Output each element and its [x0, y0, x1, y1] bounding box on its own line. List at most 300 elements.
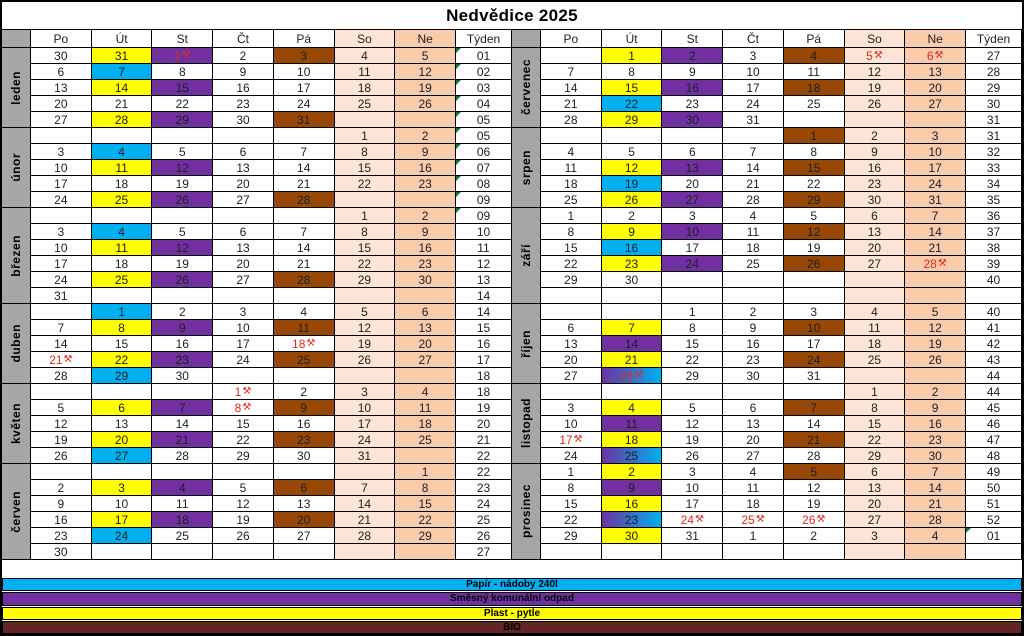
day-cell: 16 — [31, 512, 92, 528]
day-cell: 25 — [602, 448, 663, 464]
page-title: Nedvědice 2025 — [2, 2, 1022, 30]
week-number-cell: 52 — [966, 512, 1022, 528]
day-cell — [602, 304, 663, 320]
day-cell — [152, 384, 213, 400]
day-cell: 10 — [31, 240, 92, 256]
weekday-header: Po — [541, 30, 602, 48]
day-cell — [335, 544, 396, 560]
day-cell: 19 — [845, 80, 906, 96]
week-number-cell: 01 — [966, 528, 1022, 544]
day-cell: 23 — [905, 432, 966, 448]
day-cell: 23 — [602, 512, 663, 528]
week-number-cell: 14 — [456, 304, 512, 320]
week-number-cell: 05 — [456, 112, 512, 128]
day-cell: 12 — [152, 240, 213, 256]
day-cell: 9 — [723, 320, 784, 336]
day-cell: 22 — [395, 512, 456, 528]
day-cell: 22 — [541, 512, 602, 528]
cell-corner-flag-icon — [456, 48, 461, 53]
day-cell — [335, 464, 396, 480]
day-cell: 31 — [274, 112, 335, 128]
public-holiday-icon: ⚒ — [181, 49, 191, 61]
day-cell — [784, 544, 845, 560]
day-cell — [723, 384, 784, 400]
day-cell: 20 — [213, 176, 274, 192]
day-cell: 9 — [31, 496, 92, 512]
week-number-cell: 08 — [456, 176, 512, 192]
day-cell — [335, 112, 396, 128]
week-number-cell: 37 — [966, 224, 1022, 240]
day-cell: 7 — [335, 480, 396, 496]
week-number-cell: 01 — [456, 48, 512, 64]
day-cell: 2 — [602, 208, 663, 224]
day-cell: 2 — [905, 384, 966, 400]
week-number-cell: 23 — [456, 480, 512, 496]
day-cell: 21 — [541, 96, 602, 112]
day-cell: 22 — [92, 352, 153, 368]
day-cell: 18 — [92, 256, 153, 272]
day-cell: 22 — [335, 256, 396, 272]
day-cell: 24 — [662, 256, 723, 272]
week-number-cell: 18 — [456, 368, 512, 384]
day-cell: 5 — [784, 464, 845, 480]
day-cell — [541, 304, 602, 320]
week-number-cell: 29 — [966, 80, 1022, 96]
week-number-cell — [966, 544, 1022, 560]
calendar-body — [2, 30, 1022, 578]
day-cell: 9 — [662, 64, 723, 80]
week-column-header: Týden — [966, 30, 1022, 48]
day-cell: 2 — [152, 304, 213, 320]
day-cell: 31 — [335, 448, 396, 464]
day-cell: 7 — [723, 144, 784, 160]
week-number-cell: 33 — [966, 160, 1022, 176]
public-holiday-icon: ⚒ — [63, 353, 73, 365]
week-number-cell: 35 — [966, 192, 1022, 208]
week-column-header: Týden — [456, 30, 512, 48]
day-cell: 20 — [92, 432, 153, 448]
day-cell: 7 — [541, 64, 602, 80]
day-cell: 19 — [213, 512, 274, 528]
day-cell: 17 — [905, 160, 966, 176]
day-cell: 20 — [845, 240, 906, 256]
day-cell: 14 — [335, 496, 396, 512]
week-number-cell: 06 — [456, 144, 512, 160]
day-cell: 1 — [662, 304, 723, 320]
day-cell: 3 — [213, 304, 274, 320]
legend-paper: Papír - nádoby 240l — [2, 578, 1022, 591]
day-cell — [723, 272, 784, 288]
day-cell: 22 — [541, 256, 602, 272]
day-cell — [92, 288, 153, 304]
day-cell — [905, 272, 966, 288]
day-cell: 30 — [602, 272, 663, 288]
day-cell: 11 — [92, 160, 153, 176]
day-cell: 12 — [31, 416, 92, 432]
day-cell: 25 — [274, 352, 335, 368]
weekday-header: Po — [31, 30, 92, 48]
day-cell: 20 — [845, 496, 906, 512]
day-cell: 2 — [395, 208, 456, 224]
day-cell: 27 — [723, 448, 784, 464]
day-cell: 26 — [784, 256, 845, 272]
day-cell: 2 — [662, 48, 723, 64]
day-cell — [213, 464, 274, 480]
day-cell: 14 — [541, 80, 602, 96]
day-cell — [602, 128, 663, 144]
week-number-cell: 49 — [966, 464, 1022, 480]
day-cell: 18 ⚒ — [274, 336, 335, 352]
day-cell: 24 — [905, 176, 966, 192]
day-cell: 26 — [152, 192, 213, 208]
week-number-cell: 24 — [456, 496, 512, 512]
day-cell: 8 — [335, 224, 396, 240]
day-cell: 8 ⚒ — [213, 400, 274, 416]
week-number-cell: 30 — [966, 96, 1022, 112]
day-cell — [905, 288, 966, 304]
day-cell: 15 — [213, 416, 274, 432]
day-cell: 17 — [335, 416, 396, 432]
weekday-header: Čt — [213, 30, 274, 48]
day-cell: 21 — [274, 176, 335, 192]
week-number-cell: 16 — [456, 336, 512, 352]
day-cell — [905, 544, 966, 560]
day-cell: 2 — [213, 48, 274, 64]
week-number-cell: 21 — [456, 432, 512, 448]
day-cell: 28 — [274, 272, 335, 288]
day-cell: 14 — [92, 80, 153, 96]
week-number-cell: 48 — [966, 448, 1022, 464]
day-cell — [541, 384, 602, 400]
day-cell: 5 — [395, 48, 456, 64]
public-holiday-icon: ⚒ — [755, 513, 765, 525]
weekday-header: St — [152, 30, 213, 48]
day-cell: 8 — [541, 480, 602, 496]
week-number-cell: 27 — [456, 544, 512, 560]
day-cell — [602, 544, 663, 560]
week-number-cell: 14 — [456, 288, 512, 304]
day-cell: 21 — [92, 96, 153, 112]
day-cell: 6 — [213, 144, 274, 160]
day-cell: 23 — [152, 352, 213, 368]
day-cell: 29 — [662, 368, 723, 384]
day-cell: 29 — [784, 192, 845, 208]
day-cell: 10 — [31, 160, 92, 176]
day-cell — [335, 288, 396, 304]
day-cell: 8 — [845, 400, 906, 416]
weekday-header: Čt — [723, 30, 784, 48]
day-cell: 16 — [602, 240, 663, 256]
day-cell: 17 — [662, 496, 723, 512]
day-cell: 6 — [662, 144, 723, 160]
day-cell: 23 — [602, 256, 663, 272]
weekday-header: Pá — [274, 30, 335, 48]
day-cell: 24 — [335, 432, 396, 448]
month-label: leden — [2, 48, 31, 128]
week-number-cell: 46 — [966, 416, 1022, 432]
day-cell: 4 — [845, 304, 906, 320]
day-cell: 15 — [845, 416, 906, 432]
day-cell: 15 — [335, 160, 396, 176]
day-cell: 12 — [662, 416, 723, 432]
day-cell: 29 — [213, 448, 274, 464]
day-cell: 17 ⚒ — [541, 432, 602, 448]
day-cell: 27 — [662, 192, 723, 208]
day-cell: 14 — [152, 416, 213, 432]
month-label: srpen — [512, 128, 541, 208]
day-cell: 16 — [905, 416, 966, 432]
day-cell: 23 — [845, 176, 906, 192]
day-cell: 15 — [662, 336, 723, 352]
day-cell: 19 — [602, 176, 663, 192]
day-cell — [31, 128, 92, 144]
day-cell: 15 — [541, 496, 602, 512]
week-number-cell: 42 — [966, 336, 1022, 352]
week-number-cell: 51 — [966, 496, 1022, 512]
day-cell: 6 — [723, 400, 784, 416]
day-cell: 6 — [395, 304, 456, 320]
day-cell: 26 — [602, 192, 663, 208]
day-cell: 2 — [395, 128, 456, 144]
day-cell — [152, 544, 213, 560]
legend-plastic: Plast - pytle — [2, 607, 1022, 620]
day-cell: 15 — [335, 240, 396, 256]
day-cell: 26 ⚒ — [784, 512, 845, 528]
day-cell — [31, 304, 92, 320]
day-cell: 16 — [213, 80, 274, 96]
week-number-cell: 25 — [456, 512, 512, 528]
public-holiday-icon: ⚒ — [242, 385, 252, 397]
day-cell: 31 — [31, 288, 92, 304]
day-cell: 6 — [31, 64, 92, 80]
day-cell: 28 — [274, 192, 335, 208]
day-cell: 15 — [784, 160, 845, 176]
day-cell: 21 — [335, 512, 396, 528]
week-number-cell: 31 — [966, 112, 1022, 128]
day-cell: 27 — [905, 96, 966, 112]
day-cell: 26 — [395, 96, 456, 112]
calendar-half — [512, 30, 1022, 578]
day-cell: 1 — [335, 128, 396, 144]
day-cell: 4 — [905, 528, 966, 544]
day-cell — [274, 368, 335, 384]
day-cell: 23 — [31, 528, 92, 544]
day-cell: 21 — [723, 176, 784, 192]
day-cell: 17 — [662, 240, 723, 256]
day-cell — [784, 384, 845, 400]
day-cell: 29 — [602, 112, 663, 128]
day-cell: 18 — [723, 240, 784, 256]
day-cell: 23 — [395, 256, 456, 272]
day-cell: 27 — [395, 352, 456, 368]
day-cell: 29 — [395, 528, 456, 544]
day-cell: 4 — [92, 224, 153, 240]
day-cell: 20 — [662, 176, 723, 192]
week-number-cell: 45 — [966, 400, 1022, 416]
day-cell: 1 — [541, 208, 602, 224]
week-number-cell: 09 — [456, 208, 512, 224]
day-cell — [31, 464, 92, 480]
day-cell: 1 — [602, 48, 663, 64]
day-cell: 5 — [602, 144, 663, 160]
day-cell: 9 — [395, 144, 456, 160]
cell-corner-flag-icon — [966, 528, 971, 533]
day-cell: 31 — [92, 48, 153, 64]
day-cell — [92, 384, 153, 400]
day-cell: 27 — [213, 192, 274, 208]
weekday-header: Út — [602, 30, 663, 48]
day-cell: 15 — [541, 240, 602, 256]
day-cell: 11 — [335, 64, 396, 80]
day-cell — [152, 464, 213, 480]
day-cell: 9 — [152, 320, 213, 336]
day-cell: 30 — [31, 544, 92, 560]
day-cell: 25 — [152, 528, 213, 544]
day-cell: 28 — [784, 448, 845, 464]
day-cell: 5 — [213, 480, 274, 496]
month-label: duben — [2, 304, 31, 384]
day-cell: 28 ⚒ — [905, 256, 966, 272]
day-cell: 10 — [662, 224, 723, 240]
day-cell: 29 — [541, 528, 602, 544]
day-cell: 16 — [602, 496, 663, 512]
day-cell: 19 — [662, 432, 723, 448]
public-holiday-icon: ⚒ — [816, 513, 826, 525]
day-cell: 30 — [152, 368, 213, 384]
week-number-cell: 50 — [966, 480, 1022, 496]
day-cell: 26 — [662, 448, 723, 464]
day-cell — [723, 544, 784, 560]
day-cell: 4 — [92, 144, 153, 160]
day-cell: 17 — [723, 80, 784, 96]
day-cell: 9 — [905, 400, 966, 416]
day-cell: 3 — [31, 144, 92, 160]
day-cell: 26 — [845, 96, 906, 112]
day-cell: 2 — [274, 384, 335, 400]
day-cell: 16 — [395, 160, 456, 176]
day-cell: 3 — [92, 480, 153, 496]
cell-corner-flag-icon — [456, 64, 461, 69]
day-cell: 5 ⚒ — [845, 48, 906, 64]
week-number-cell: 44 — [966, 368, 1022, 384]
legend — [2, 578, 1022, 634]
day-cell — [395, 288, 456, 304]
day-cell: 8 — [784, 144, 845, 160]
day-cell: 31 — [905, 192, 966, 208]
week-number-cell: 07 — [456, 160, 512, 176]
day-cell — [335, 192, 396, 208]
day-cell — [395, 368, 456, 384]
day-cell — [845, 272, 906, 288]
day-cell: 13 — [541, 336, 602, 352]
day-cell — [335, 368, 396, 384]
day-cell: 6 — [845, 464, 906, 480]
day-cell — [784, 288, 845, 304]
day-cell: 20 — [31, 96, 92, 112]
day-cell: 1 — [784, 128, 845, 144]
day-cell: 1 ⚒ — [152, 48, 213, 64]
day-cell: 9 — [213, 64, 274, 80]
day-cell: 25 — [335, 96, 396, 112]
week-number-cell: 40 — [966, 272, 1022, 288]
day-cell: 16 — [274, 416, 335, 432]
week-number-cell: 34 — [966, 176, 1022, 192]
day-cell: 20 — [541, 352, 602, 368]
day-cell — [845, 544, 906, 560]
day-cell: 6 ⚒ — [905, 48, 966, 64]
day-cell: 2 — [602, 464, 663, 480]
public-holiday-icon: ⚒ — [634, 369, 644, 381]
day-cell: 29 — [541, 272, 602, 288]
day-cell: 23 — [662, 96, 723, 112]
day-cell: 5 — [152, 144, 213, 160]
day-cell — [274, 128, 335, 144]
weekday-header: Pá — [784, 30, 845, 48]
day-cell: 13 — [213, 160, 274, 176]
cell-corner-flag-icon — [456, 176, 461, 181]
weekday-header: Út — [92, 30, 153, 48]
day-cell: 15 — [92, 336, 153, 352]
day-cell: 5 — [31, 400, 92, 416]
day-cell — [213, 208, 274, 224]
day-cell: 8 — [395, 480, 456, 496]
weekday-header: Ne — [395, 30, 456, 48]
day-cell: 14 — [602, 336, 663, 352]
week-number-cell: 22 — [456, 448, 512, 464]
day-cell: 13 — [274, 496, 335, 512]
day-cell — [662, 544, 723, 560]
day-cell: 23 — [213, 96, 274, 112]
day-cell: 30 — [662, 112, 723, 128]
day-cell: 25 — [784, 96, 845, 112]
day-cell: 3 — [541, 400, 602, 416]
weekday-header: Ne — [905, 30, 966, 48]
day-cell: 21 — [274, 256, 335, 272]
legend-mixed-waste: Směsný komunální odpad — [2, 592, 1022, 605]
legend-bio: BIO — [2, 621, 1022, 634]
week-number-cell: 39 — [966, 256, 1022, 272]
day-cell: 14 — [31, 336, 92, 352]
day-cell: 20 — [723, 432, 784, 448]
day-cell: 7 — [92, 64, 153, 80]
corner-cell — [2, 30, 31, 48]
day-cell — [662, 384, 723, 400]
day-cell: 20 — [395, 336, 456, 352]
day-cell: 13 — [845, 480, 906, 496]
day-cell — [602, 288, 663, 304]
week-number-cell: 19 — [456, 400, 512, 416]
week-number-cell: 11 — [456, 240, 512, 256]
month-label: únor — [2, 128, 31, 208]
day-cell: 21 — [152, 432, 213, 448]
day-cell — [723, 288, 784, 304]
cell-corner-flag-icon — [456, 112, 461, 117]
day-cell: 13 — [92, 416, 153, 432]
day-cell: 20 — [274, 512, 335, 528]
day-cell: 19 — [152, 176, 213, 192]
public-holiday-icon: ⚒ — [306, 337, 316, 349]
day-cell: 8 — [541, 224, 602, 240]
day-cell — [152, 288, 213, 304]
day-cell: 11 — [723, 480, 784, 496]
week-number-cell: 32 — [966, 144, 1022, 160]
day-cell: 16 — [395, 240, 456, 256]
day-cell — [541, 544, 602, 560]
day-cell: 28 — [92, 112, 153, 128]
month-label: květen — [2, 384, 31, 464]
public-holiday-icon: ⚒ — [573, 433, 583, 445]
day-cell: 18 — [784, 80, 845, 96]
